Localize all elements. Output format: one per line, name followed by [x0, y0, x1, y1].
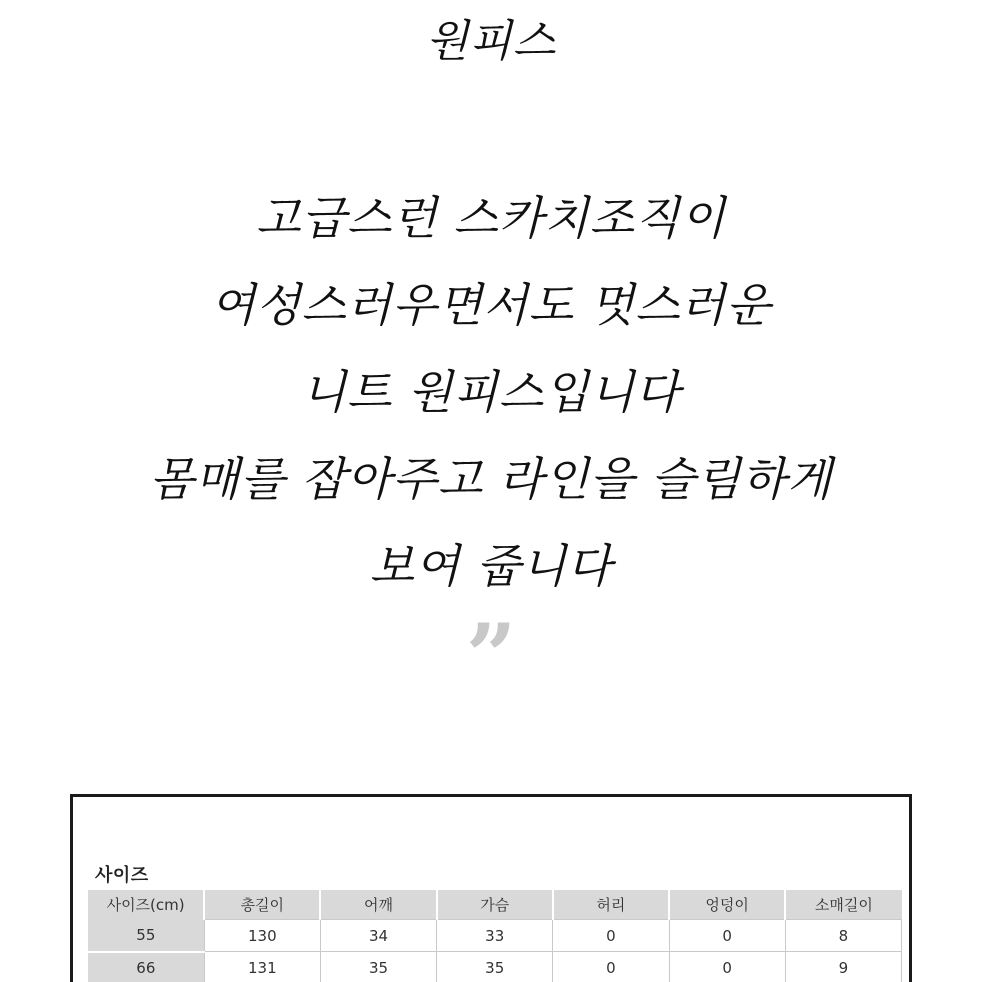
column-header: 허리 — [553, 890, 669, 920]
description-line: 보여 줍니다 — [369, 539, 613, 593]
table-header-row — [88, 890, 902, 920]
size-label-cell: 66 — [88, 952, 204, 982]
column-header: 사이즈(cm) — [88, 890, 204, 920]
table-cell: 35 — [320, 952, 436, 982]
table-row — [88, 952, 902, 982]
table-cell: 0 — [553, 920, 669, 952]
size-chart-heading: 사이즈 — [95, 865, 149, 886]
table-cell: 0 — [669, 920, 785, 952]
size-label-cell: 55 — [88, 920, 204, 952]
table-cell: 131 — [204, 952, 320, 982]
table-row — [88, 920, 902, 952]
table-cell: 8 — [785, 920, 901, 952]
table-cell: 0 — [553, 952, 669, 982]
table-cell: 34 — [320, 920, 436, 952]
description-line: 고급스런 스카치조직이 — [256, 191, 726, 245]
column-header: 소매길이 — [785, 890, 901, 920]
column-header: 가슴 — [437, 890, 553, 920]
size-chart-panel — [70, 794, 912, 982]
table-cell: 33 — [437, 920, 553, 952]
column-header: 총길이 — [204, 890, 320, 920]
description-line: 몸매를 잡아주고 라인을 슬림하게 — [149, 452, 833, 506]
table-cell: 35 — [437, 952, 553, 982]
size-table — [88, 890, 902, 982]
product-title: 원피스 — [425, 16, 557, 67]
product-description — [0, 188, 982, 623]
column-header: 어깨 — [320, 890, 436, 920]
table-cell: 9 — [785, 952, 901, 982]
description-line: 여성스러우면서도 멋스러운 — [210, 278, 772, 332]
table-cell: 0 — [669, 952, 785, 982]
column-header: 엉덩이 — [669, 890, 785, 920]
table-cell: 130 — [204, 920, 320, 952]
closing-quote-icon: ” — [465, 604, 517, 708]
description-line: 니트 원피스입니다 — [301, 365, 681, 419]
